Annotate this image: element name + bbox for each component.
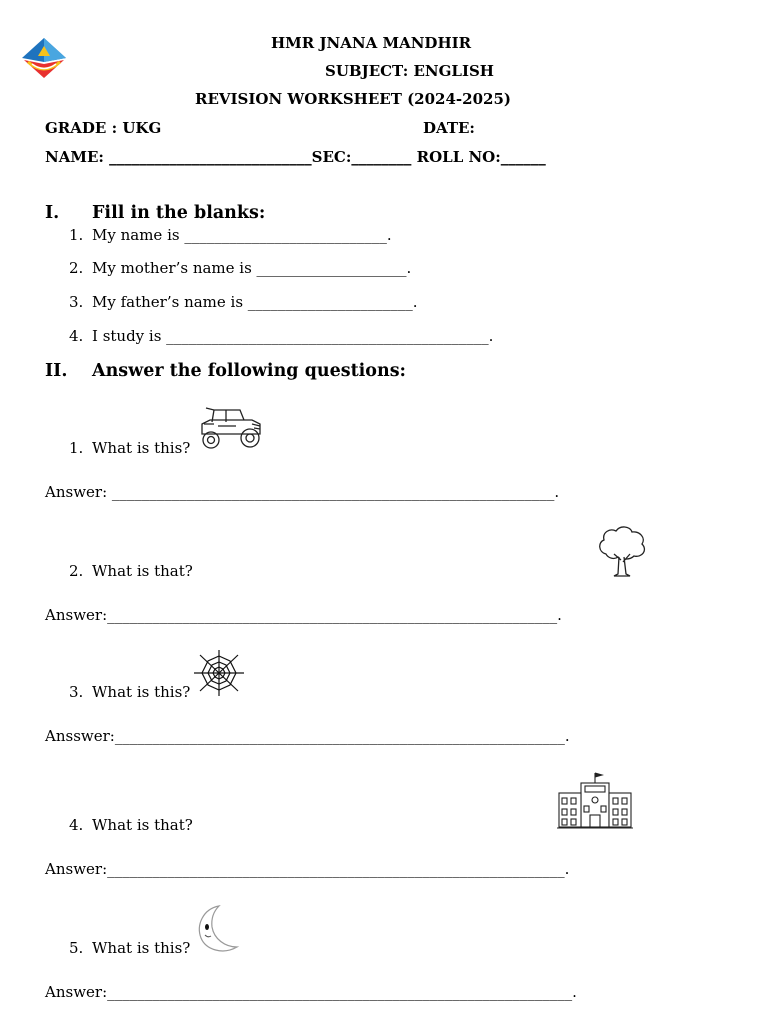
answer-line: Answer: ___________________________________________________________. [45,483,560,501]
school-name: HMR JNANA MANDHIR [271,34,472,52]
question-number: 4. [69,816,84,834]
answer-line: Answer:____________________________________________________________. [45,606,562,624]
question-text: What is that? [92,562,193,580]
question-number: 1. [69,439,84,457]
fill-item-text: My mother’s name is ____________________. [92,259,412,277]
fill-item-text: I study is ___________________________________________. [92,327,494,345]
grade-label: GRADE : UKG [45,119,162,137]
fill-item-number: 3. [69,293,84,311]
question-text: What is this? [92,439,191,457]
fill-item-text: My father’s name is ______________________. [92,293,418,311]
subject-title: SUBJECT: ENGLISH [325,62,494,80]
answer-line: Ansswer:____________________________________________________________. [45,727,570,745]
section2-number: II. [45,361,68,381]
fill-item-number: 2. [69,259,84,277]
section1-title: Fill in the blanks: [92,203,266,223]
date-label: DATE: [423,119,475,137]
question-text: What is this? [92,683,191,701]
moon-icon [193,903,241,955]
fill-item-number: 4. [69,327,84,345]
question-text: What is this? [92,939,191,957]
question-number: 2. [69,562,84,580]
spider-web-icon [192,648,246,698]
answer-line: Answer:_____________________________________________________________. [45,860,570,878]
question-number: 3. [69,683,84,701]
school-building-icon [557,771,633,831]
section1-number: I. [45,203,60,223]
fill-item-text: My name is ___________________________. [92,226,392,244]
fill-item-number: 1. [69,226,84,244]
section2-title: Answer the following questions: [92,361,407,381]
jeep-icon [196,404,266,454]
worksheet-title: REVISION WORKSHEET (2024-2025) [195,90,511,108]
answer-line: Answer:______________________________________________________________. [45,983,577,1001]
tree-icon [596,524,648,578]
question-text: What is that? [92,816,193,834]
question-number: 5. [69,939,84,957]
school-logo-icon [20,36,68,80]
name-sec-roll-line: NAME: ___________________________SEC:________ ROLL NO:______ [45,148,546,166]
